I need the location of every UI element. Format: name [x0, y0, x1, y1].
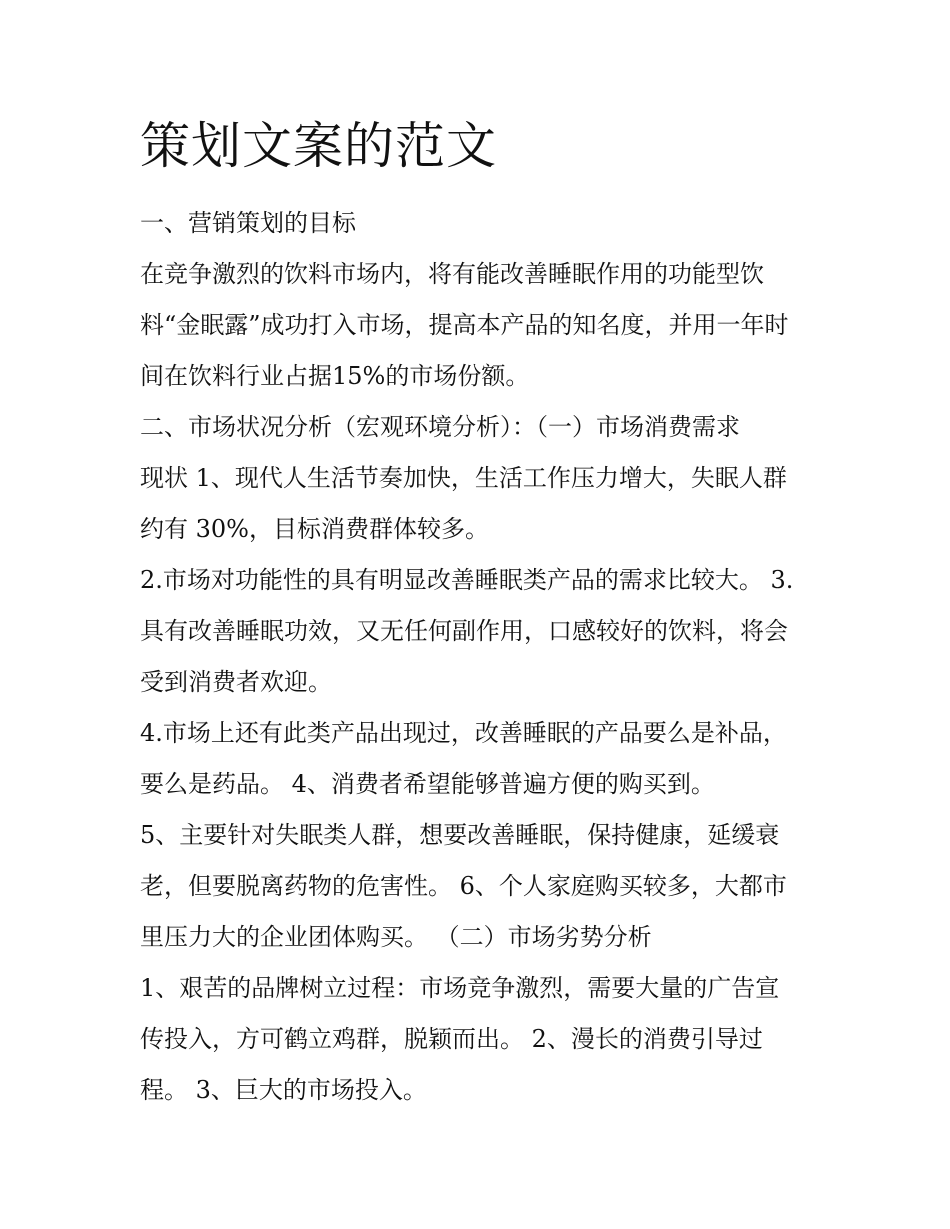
document-body [140, 198, 812, 1116]
document-page [140, 112, 812, 1116]
text-line: 5、主要针对失眠类人群，想要改善睡眠，保持健康，延缓衰 [140, 821, 780, 849]
text-line: 一、营销策划的目标 [140, 209, 356, 237]
text-line: 2.市场对功能性的具有明显改善睡眠类产品的需求比较大。 3. [140, 566, 794, 594]
document-title: 策划文案的范文 [140, 117, 497, 175]
text-line: 现状 1、现代人生活节奏加快，生活工作压力增大，失眠人群 [140, 464, 787, 492]
text-line: 程。 3、巨大的市场投入。 [140, 1076, 427, 1104]
text-line: 二、市场状况分析（宏观环境分析）：（一）市场消费需求 [140, 413, 740, 441]
text-line: 老，但要脱离药物的危害性。 6、个人家庭购买较多，大都市 [140, 872, 787, 900]
text-line: 1、艰苦的品牌树立过程：市场竞争激烈，需要大量的广告宣 [140, 974, 780, 1002]
text-line: 要么是药品。 4、消费者希望能够普遍方便的购买到。 [140, 770, 715, 798]
text-line: 料“金眠露”成功打入市场，提高本产品的知名度，并用一年时 [140, 311, 789, 339]
text-line: 约有 30%，目标消费群体较多。 [140, 515, 489, 543]
text-line: 传投入，方可鹤立鸡群，脱颖而出。 2、漫长的消费引导过 [140, 1025, 763, 1053]
text-line: 里压力大的企业团体购买。 （二）市场劣势分析 [140, 923, 652, 951]
text-line: 间在饮料行业占据15%的市场份额。 [140, 362, 530, 390]
text-line: 具有改善睡眠功效，又无任何副作用，口感较好的饮料，将会 [140, 617, 788, 645]
text-line: 在竞争激烈的饮料市场内，将有能改善睡眠作用的功能型饮 [140, 260, 764, 288]
text-line: 受到消费者欢迎。 [140, 668, 332, 696]
text-line: 4.市场上还有此类产品出现过，改善睡眠的产品要么是补品， [140, 719, 787, 747]
